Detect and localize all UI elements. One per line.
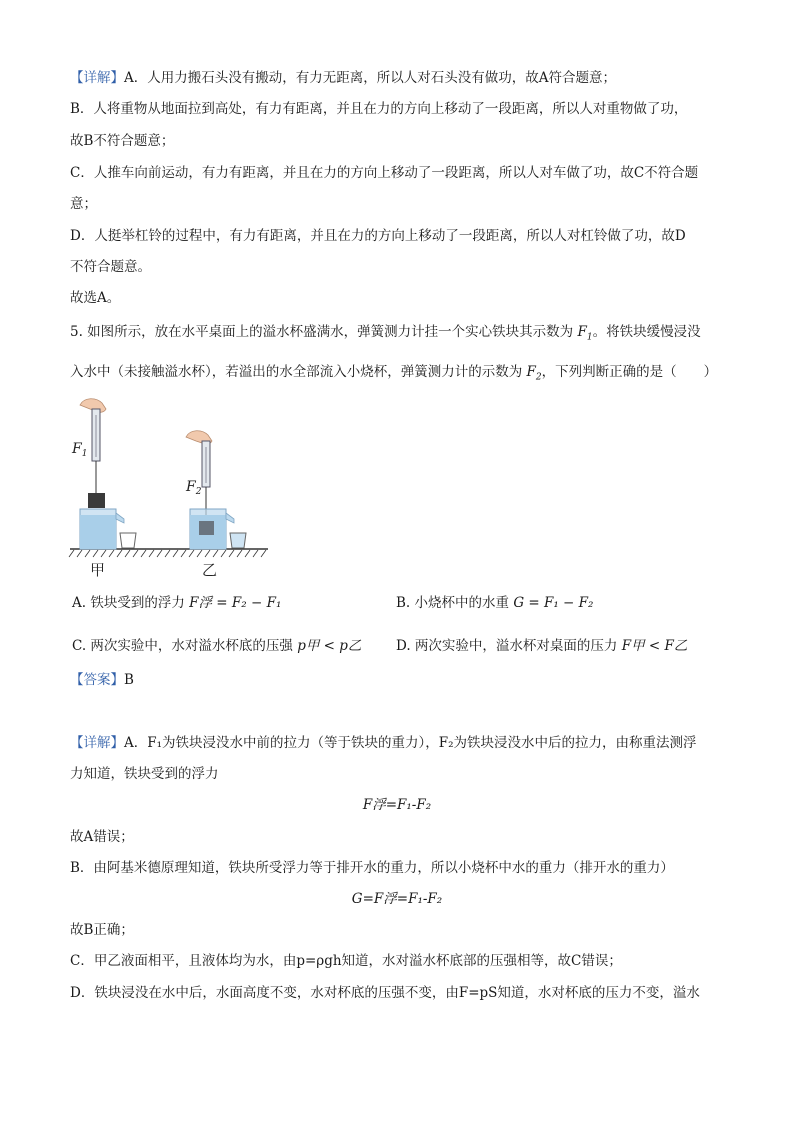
q5-stem-line2: 入水中（未接触溢水杯），若溢出的水全部流入小烧杯，弹簧测力计的示数为 $F_2$，下列判断正确的是（ ） (70, 364, 718, 383)
f1-symbol: $F_1$ (577, 324, 593, 343)
answer-value: B (124, 672, 134, 688)
answer-line (70, 670, 134, 690)
q5-explain-a3: 故A错误； (70, 829, 134, 845)
q5-stem-line1: 5. 如图所示，放在水平桌面上的溢水杯盛满水，弹簧测力计挂一个实心铁块其示数为 $F_1$。将铁块缓慢浸没 (70, 324, 701, 343)
f2-symbol: $F_2$ (526, 364, 542, 383)
left-f1-label: $F_1$ (72, 441, 88, 459)
right-f2-label: $F_2$ (186, 479, 202, 497)
q5-equation-1: F浮=F₁-F₂ (362, 797, 432, 813)
prev-explain-d2: 不符合题意。 (70, 259, 151, 275)
experiment-figure (68, 395, 273, 580)
prev-explain-b1: B．人将重物从地面拉到高处，有力有距离，并且在力的方向上移动了一段距离，所以人对重物做了功， (70, 101, 688, 117)
prev-explain-b2: 故B不符合题意； (70, 133, 175, 149)
option-c: C. 两次实验中，水对溢水杯底的压强 p甲 < p乙 (72, 638, 362, 654)
left-small-beaker (120, 533, 136, 548)
q5-explain-a1: 【详解】A．F₁为铁块浸没水中前的拉力（等于铁块的重力），F₂为铁块浸没水中后的拉力，由称重法测浮 (70, 735, 697, 751)
left-iron-block (88, 493, 105, 508)
q5-explain-a2: 力知道，铁块受到的浮力 (70, 766, 219, 782)
q5-equation-2: G=F浮=F₁-F₂ (351, 891, 443, 907)
q5-explain-b1: B．由阿基米德原理知道，铁块所受浮力等于排开水的重力，所以小烧杯中水的重力（排开水的重力） (70, 860, 674, 876)
right-iron-block (199, 521, 214, 535)
label-jia: 甲 (90, 561, 106, 579)
prev-explain-a: 【详解】A．人用力搬石头没有搬动，有力无距离，所以人对石头没有做功，故A符合题意； (70, 70, 616, 86)
prev-explain-c2: 意； (70, 196, 97, 212)
option-b: B. 小烧杯中的水重 G = F₁ − F₂ (396, 595, 594, 611)
q5-explain-c1: C．甲乙液面相平，且液体均为水，由p=ρgh知道，水对溢水杯底部的压强相等，故C错误； (70, 953, 622, 969)
answer-tag: 【答案】 (70, 672, 124, 688)
prev-explain-d1: D．人挺举杠铃的过程中，有力有距离，并且在力的方向上移动了一段距离，所以人对杠铃做了功，故D (70, 228, 686, 244)
prev-explain-c1: C．人推车向前运动，有力有距离，并且在力的方向上移动了一段距离，所以人对车做了功，故C不符合题 (70, 165, 699, 181)
option-a: A. 铁块受到的浮力 F浮 = F₂ − F₁ (72, 595, 282, 611)
explain-tag: 【详解】 (70, 735, 124, 751)
q5-explain-b2: 故B正确； (70, 922, 134, 938)
right-small-beaker (230, 533, 246, 548)
q5-explain-d1: D．铁块浸没在水中后，水面高度不变，水对杯底的压强不变，由F=pS知道，水对杯底的压力不变，溢水 (70, 985, 700, 1001)
option-d: D. 两次实验中，溢水杯对桌面的压力 F甲 < F乙 (396, 638, 688, 654)
explain-tag: 【详解】 (70, 70, 124, 86)
prev-explain-choose: 故选A。 (70, 290, 121, 306)
label-yi: 乙 (202, 561, 218, 579)
